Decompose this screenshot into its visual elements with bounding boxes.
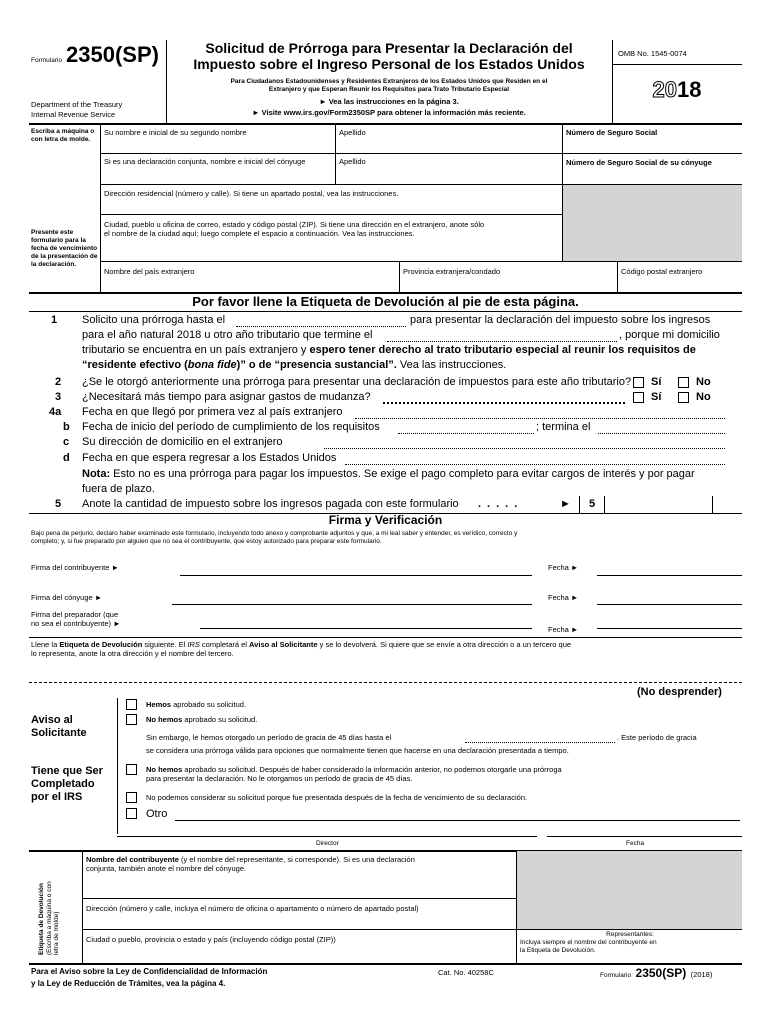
line-2-yes-checkbox[interactable] xyxy=(633,377,644,388)
tax-year-end-input[interactable] xyxy=(387,341,617,342)
postal-code-field[interactable]: Código postal extranjero xyxy=(621,267,703,276)
line-2-no-checkbox[interactable] xyxy=(678,377,689,388)
line-3-number: 3 xyxy=(55,391,62,403)
no-detach-label: (No desprender) xyxy=(637,686,722,698)
province-field[interactable]: Provincia extranjera/condado xyxy=(403,267,501,276)
irs-complete-note: Tiene que Ser Completado por el IRS xyxy=(31,765,103,803)
grace-date-input[interactable] xyxy=(465,742,615,743)
ssn-field[interactable]: Número de Seguro Social xyxy=(566,128,658,137)
detach-line xyxy=(29,682,742,683)
irs-website: ► Visite www.irs.gov/Form2350SP para obtener la información más reciente. xyxy=(252,108,526,117)
line-4d-text: Fecha en que espera regresar a los Estados Unidos xyxy=(82,452,337,464)
taxpayer-date-input[interactable] xyxy=(597,575,742,576)
dept-treasury: Department of the Treasury xyxy=(31,100,123,109)
line-2-text: ¿Se le otorgó anteriormente una prórroga para presentar una declaración de impuestos para este año tributario? xyxy=(82,376,632,388)
grace-period-text: Sin embargo, le hemos otorgado un período de gracia de 45 días hasta el xyxy=(146,733,392,742)
line-4c-text: Su dirección de domicilio en el extranjero xyxy=(82,436,283,448)
preparer-date-input[interactable] xyxy=(597,628,742,629)
line-2-yes-label: Sí xyxy=(651,376,662,388)
late-filing-text: No podemos considerar su solicitud porque fue presentada después de la fecha de vencimiento de su declaración. xyxy=(146,793,528,802)
line-1-text-f: “residente efectivo (bona fide)” o de “presencia sustancial”. Vea las instrucciones. xyxy=(82,359,507,371)
line-5-number: 5 xyxy=(55,498,62,510)
line-4c-number: c xyxy=(63,436,70,448)
lastname-field[interactable]: Apellido xyxy=(339,128,366,137)
due-date-note: Presente este formulario para la fecha de vencimiento de la presentación de la declaración. xyxy=(31,229,98,268)
grace-period-text-end: . Este período de gracia xyxy=(617,733,697,742)
line-3-no-checkbox[interactable] xyxy=(678,392,689,403)
name-field[interactable]: Su nombre e inicial de su segundo nombre xyxy=(104,128,247,137)
form-number: 2350(SP) xyxy=(66,42,159,67)
preparer-date-label: Fecha ► xyxy=(548,625,579,634)
label-name-field[interactable]: Nombre del contribuyente (y el nombre del representante, si corresponde). Si es una declaración conjunta, también anote el nombre del cónyuge. xyxy=(86,855,415,873)
form-subtitle: Para Ciudadanos Estadounidenses y Residentes Extranjeros de los Estados Unidos que Residen en el Extranjero y que Esperan Reunir los Requisitos para Trato Tributario Especial xyxy=(230,78,548,93)
other-input[interactable] xyxy=(175,820,740,821)
spouse-name-field[interactable]: Si es una declaración conjunta, nombre e inicial del cónyuge xyxy=(104,157,306,166)
not-approved-no-grace-text: No hemos aprobado su solicitud. Después de haber considerado la información anterior, no podemos otorgarle una prórroga para presentar la declaración. No le otorgamos un período de gracia de 45 días. xyxy=(146,765,562,783)
line-1-text-a: Solicito una prórroga hasta el xyxy=(82,314,226,326)
tax-year: 2018 xyxy=(652,77,702,102)
return-label-side-title: Etiqueta de Devolución (Escriba a máquina o con letra de molde) xyxy=(38,881,60,955)
line-3-no-label: No xyxy=(696,391,711,403)
label-city-field[interactable]: Ciudad o pueblo, provincia o estado y país (incluyendo código postal (ZIP)) xyxy=(86,935,336,944)
label-address-field[interactable]: Dirección (número y calle, incluya el número de oficina o apartamento o número de apartado postal) xyxy=(86,904,419,913)
line-2-number: 2 xyxy=(55,376,62,388)
tax-paid-amount-input[interactable] xyxy=(605,496,742,513)
line-4a-number: 4a xyxy=(49,406,62,418)
not-approved-checkbox[interactable] xyxy=(126,714,137,725)
return-label-instructions: Llene la Etiqueta de Devolución siguiente. El IRS completará el Aviso al Solicitante y se lo devolverá. Si quiere que se envíe a otra dirección o a un tercero que lo representa, anote la otra dirección y el nombre del tercero. xyxy=(31,640,572,658)
period-start-input[interactable] xyxy=(398,433,534,434)
arrow-icon: ► xyxy=(560,498,571,510)
director-signature-input[interactable] xyxy=(117,836,537,837)
representatives-note: Representantes: Incluya siempre el nombre del contribuyente en la Etiqueta de Devolución. xyxy=(520,931,657,954)
notice-date-input[interactable] xyxy=(547,836,742,837)
perjury-statement: Bajo pena de perjurio, declaro haber examinado este formulario, incluyendo todo anexo y comprobante adjuntos y que, a mi leal saber y entender, es verídico, correcto y completo; y, si fue preparado por alguien que no sea el contribuyente, que estoy autorizado para preparar este formulario. xyxy=(31,530,518,545)
payment-note-cont: fuera de plazo. xyxy=(82,483,155,495)
line-1-text-e: tributario se encuentra en un país extranjero y espero tener derecho al trato tributario especial al reunir los requisitos de xyxy=(82,344,696,356)
notice-title: Aviso al Solicitante xyxy=(31,714,87,739)
omb-number: OMB No. 1545-0074 xyxy=(618,49,687,58)
preparer-signature-input[interactable] xyxy=(200,628,532,629)
spouse-lastname-field[interactable]: Apellido xyxy=(339,157,366,166)
line-5-text: Anote la cantidad de impuesto sobre los ingresos pagada con este formulario xyxy=(82,498,459,510)
not-approved-no-grace-checkbox[interactable] xyxy=(126,764,137,775)
director-label: Director xyxy=(316,840,339,847)
line-3-yes-checkbox[interactable] xyxy=(633,392,644,403)
line-3-yes-label: Sí xyxy=(651,391,662,403)
other-label: Otro xyxy=(146,808,168,820)
foreign-address-input[interactable] xyxy=(324,448,725,449)
signature-title: Firma y Verificación xyxy=(328,513,443,527)
privacy-act-note: Para el Aviso sobre la Ley de Confidencialidad de Información y la Ley de Reducción de Trámites, vea la página 4. xyxy=(31,967,268,988)
approved-text: Hemos aprobado su solicitud. xyxy=(146,700,247,709)
arrival-date-input[interactable] xyxy=(355,418,725,419)
late-filing-checkbox[interactable] xyxy=(126,792,137,803)
line-5-leader: ..... xyxy=(478,498,524,510)
irs-name: Internal Revenue Service xyxy=(31,110,116,119)
line-5-box-label: 5 xyxy=(589,498,596,510)
spouse-date-label: Fecha ► xyxy=(548,593,579,602)
extension-date-input[interactable] xyxy=(236,326,406,327)
taxpayer-signature-input[interactable] xyxy=(180,575,532,576)
taxpayer-signature-label: Firma del contribuyente ► xyxy=(31,563,119,572)
payment-note: Nota: Esto no es una prórroga para pagar los impuestos. Se exige el pago completo para evitar cargos de interés y por pagar xyxy=(82,468,695,480)
line-1-number: 1 xyxy=(51,314,58,326)
other-checkbox[interactable] xyxy=(126,808,137,819)
city-field[interactable]: Ciudad, pueblo u oficina de correo, estado y código postal (ZIP). Si tiene una dirección en el extranjero, anote sólo el nombre de la ciudad aquí; luego complete el espacio a continuación. Vea las instrucciones. xyxy=(104,220,485,238)
spouse-date-input[interactable] xyxy=(597,604,742,605)
line-1-text-c: para el año natural 2018 u otro año tributario que termine el xyxy=(82,329,373,341)
line-4b-number: b xyxy=(63,421,70,433)
line-4b-end-text: ; termina el xyxy=(536,421,591,433)
instructions-ref: ► Vea las instrucciones en la página 3. xyxy=(319,97,459,106)
catalog-number: Cat. No. 40258C xyxy=(438,968,494,977)
line-2-no-label: No xyxy=(696,376,711,388)
line-3-text: ¿Necesitará más tiempo para asignar gastos de mudanza? xyxy=(82,391,371,403)
period-end-input[interactable] xyxy=(598,433,725,434)
grace-period-note: se considera una prórroga válida para opciones que normalmente tienen que hacerse en una declaración presentada a tiempo. xyxy=(146,746,569,755)
line-4d-number: d xyxy=(63,452,70,464)
line-1-text-d: , porque mi domicilio xyxy=(619,329,720,341)
approved-checkbox[interactable] xyxy=(126,699,137,710)
line-4b-text: Fecha de inicio del período de cumplimiento de los requisitos xyxy=(82,421,380,433)
spouse-signature-input[interactable] xyxy=(172,604,532,605)
print-note: Escriba a máquina o con letra de molde. xyxy=(31,128,95,143)
country-field[interactable]: Nombre del país extranjero xyxy=(104,267,195,276)
footer-form-id: Formulario 2350(SP) (2018) xyxy=(600,966,713,980)
form-word: Formulario xyxy=(31,57,63,64)
form-title: Solicitud de Prórroga para Presentar la Declaración del Impuesto sobre el Ingreso Personal de los Estados Unidos xyxy=(193,40,585,72)
notice-date-label: Fecha xyxy=(626,840,645,847)
address-field[interactable]: Dirección residencial (número y calle). Si tiene un apartado postal, vea las instrucciones. xyxy=(104,189,399,198)
preparer-signature-label: Firma del preparador (que no sea el contribuyente) ► xyxy=(31,610,121,628)
spouse-signature-label: Firma del cónyuge ► xyxy=(31,593,103,602)
return-date-input[interactable] xyxy=(345,464,725,465)
line-4a-text: Fecha en que llegó por primera vez al país extranjero xyxy=(82,406,343,418)
return-label-banner: Por favor llene la Etiqueta de Devolución al pie de esta página. xyxy=(192,294,579,309)
taxpayer-date-label: Fecha ► xyxy=(548,563,579,572)
line-1-text-b: para presentar la declaración del impuesto sobre los ingresos xyxy=(410,314,711,326)
spouse-ssn-field[interactable]: Número de Seguro Social de su cónyuge xyxy=(566,158,712,167)
not-approved-text: No hemos aprobado su solicitud. xyxy=(146,715,258,724)
